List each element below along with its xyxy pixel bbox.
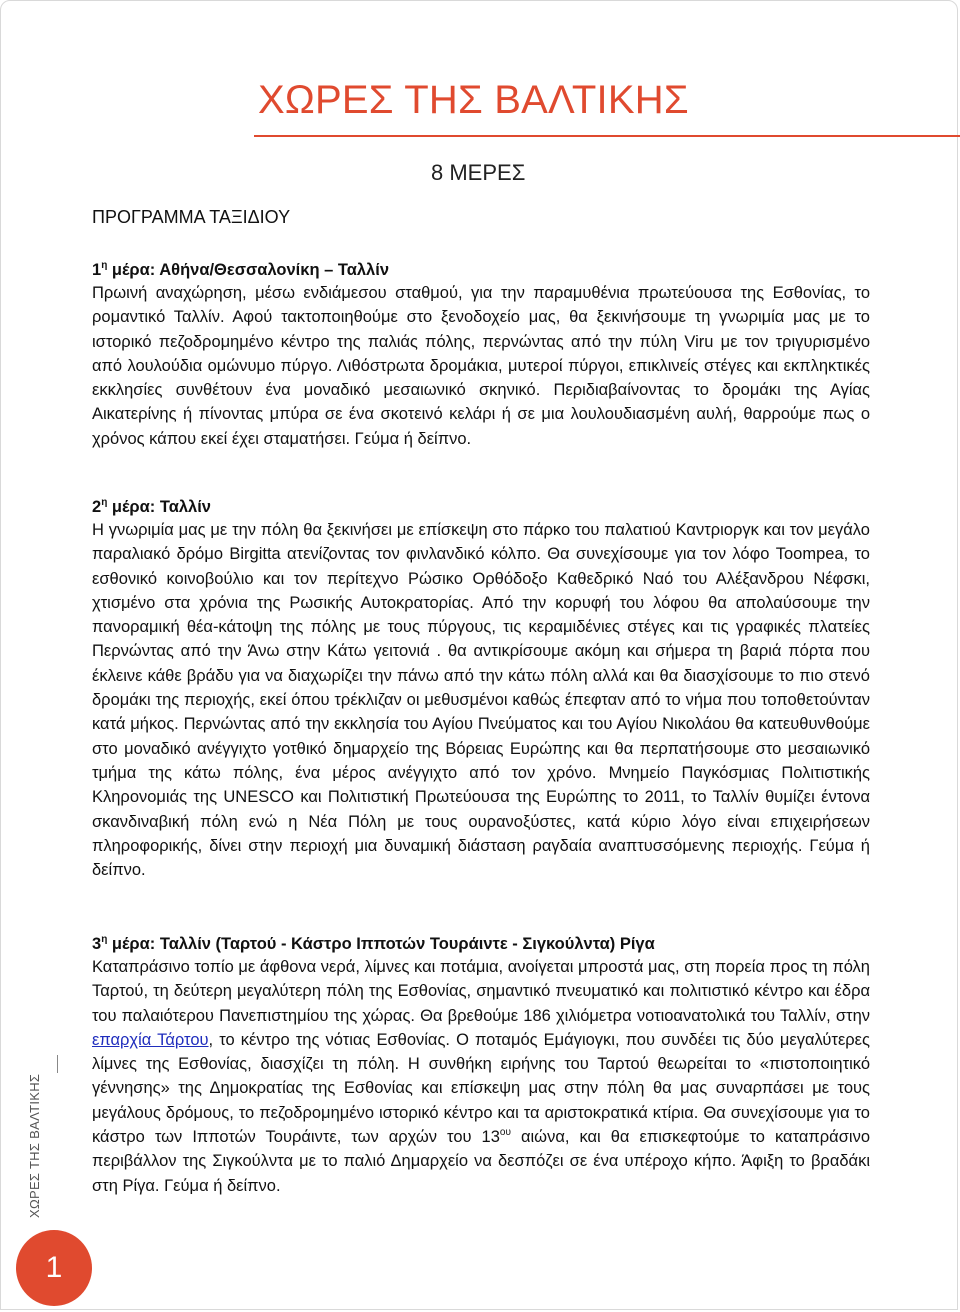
day-3-ordinal: η	[101, 934, 108, 945]
day-2-number: 2	[92, 498, 102, 516]
day-2-body: Η γνωριμία μας με την πόλη θα ξεκινήσει με επίσκεψη στο πάρκο του παλατιού Καντριοργκ και τον μεγάλο παραλιακό δρόμο Birgitta ατενίζοντας τον φινλανδικό κόλπο. Θα συνεχίσουμε για τον λόφο Toompea, το εσθονικό κοινοβούλιο και τον περίτεχνο Ρώσικο Ορθόδοξο Καθεδρικό Ναό του Αλέξανδρου Νέφσκι, χτισμένο στα χρόνια της Ρωσικής Αυτοκρατορίας. Από την κορυφή του λόφου θα απολαύσουμε την πανοραμική θέα-κάτοψη της πόλης με τους πύργους, τις κεραμιδένιες στέγες και τις γραφικές πλατείες Περνώντας από την Άνω στην Κάτω γειτονιά . θα αντικρίσουμε ακόμη και σήμερα τη βαριά πόρτα που έκλεινε κάθε βράδυ για να διαχωρίζει την πάνω από την κάτω πόλη αλλά και θα διασχίσουμε το πιο στενό δρομάκι της περιοχής, εκεί όπου τρέκλιζαν οι μεθυσμένοι καθώς έπεφταν από το νήμα που τοποθετούνταν κατά μήκος. Περνώντας από την εκκλησία του Αγίου Πνεύματος και του Αγίου Νικολάου θα κατευθυνθούμε στο μοναδικό ανέγγιχτο γοτθικό δημαρχείο της Βόρειας Ευρώπης και θα περπατήσουμε στο μεσαιωνικό τμήμα της κάτω πόλης, ένα μέρος ανέγγιχτο από τον χρόνο. Μνημείο Παγκόσμιας Πολιτιστικής Κληρονομιάς της UNESCO και Πολιτιστική Πρωτεύουσα της Ευρώπης το 2011, το Ταλλίν θυμίζει έντονα σκανδιναβική πόλη ενώ η Νέα Πόλη με τους ουρανοξύστες, κατά κύριο λόγο είναι επιχειρήσεων πληροφορικής, δίνει στην περιοχή μια δυναμική διάσταση ραγδαία αναπτυσσόμενης περιοχής. Γεύμα ή δείπνο.	[92, 521, 870, 880]
day-3-body-part-3: αιώνα, και θα επισκεφτούμε το καταπράσινο περιβάλλον της Σιγκούλντα με το παλιό Δημαρχείο να δεσπόζει σε ένα υπέροχο κήπο. Άφιξη το βραδάκι στη Ρίγα. Γεύμα ή δείπνο.	[92, 1128, 870, 1195]
day-2-heading	[92, 496, 870, 518]
page-number: 1	[45, 1251, 63, 1284]
day-1-ordinal: η	[101, 260, 108, 271]
day-2-title: μέρα: Ταλλίν	[107, 498, 211, 516]
sidebar-running-title: ΧΩΡΕΣ ΤΗΣ ΒΑΛΤΙΚΗΣ	[27, 1073, 42, 1218]
day-3-body-part-2: , το κέντρο της νότιας Εσθονίας. Ο ποταμός Εμάγιογκι, που συνδέει τις δύο μεγαλύτερες λίμνες της Εσθονίας, διασχίζει τη πόλη. Η συνθήκη ειρήνης του Ταρτού θεωρείται το «πιστοποιητικό γέννησης» της Δημοκρατίας της Εσθονίας και επίσκεψη μας στην πόλη θα μας συναρπάσει με τους μεγάλους δρόμους, το πεζοδρομημένο ιστορικό κέντρο και τα αριστοκρατικά κτίρια. Θα συνεχίσουμε για το κάστρο των Ιπποτών Τουράιντε, των αρχών του 13	[92, 1030, 870, 1147]
day-1-number: 1	[92, 261, 102, 279]
day-2-section	[92, 496, 870, 882]
program-label: ΠΡΟΓΡΑΜΜΑ ΤΑΞΙΔΙΟΥ	[92, 207, 291, 227]
day-1-body: Πρωινή αναχώρηση, μέσω ενδιάμεσου σταθμού, για την παραμυθένια πρωτεύουσα της Εσθονίας, το ρομαντικό Ταλλίν. Αφού τακτοποιηθούμε στο ξενοδοχείο μας, θα ξεκινήσουμε τη γνωριμία μας με το ιστορικό πεζοδρομημένο κέντρο της παλιάς πόλης, περνώντας από την πύλη Viru με τον τριγυρισμένο από λουλούδια ομώνυμο πύργο. Λιθόστρωτα δρομάκια, μυτεροί πύργοι, επικλινείς στέγες και εκπληκτικές εκκλησίες συνθέτουν ένα μοναδικό μεσαιωνικό σκηνικό. Περιδιαβαίνοντας το δρομάκι της Αγίας Αικατερίνης ή πίνοντας μπύρα σε ένα σκοτεινό κελάρι ή σε μια λουλουδιασμένη αυλή, θαρρούμε πως ο χρόνος κάπου εκεί έχει σταματήσει. Γεύμα ή δείπνο.	[92, 284, 870, 448]
page-number-badge	[16, 1230, 92, 1306]
century-ordinal: ου	[499, 1127, 511, 1139]
day-1-heading	[92, 259, 870, 281]
day-1-title: μέρα: Αθήνα/Θεσσαλονίκη – Ταλλίν	[107, 261, 389, 279]
day-2-ordinal: η	[101, 497, 108, 508]
sidebar-divider	[57, 1055, 58, 1073]
tartu-province-link[interactable]: επαρχία Τάρτου	[92, 1030, 209, 1049]
day-3-number: 3	[92, 935, 102, 953]
day-3-heading	[92, 933, 870, 955]
day-3-title: μέρα: Ταλλίν (Ταρτού - Κάστρο Ιπποτών Τουράιντε - Σιγκούλντα) Ρίγα	[107, 935, 655, 953]
document-title: ΧΩΡΕΣ ΤΗΣ ΒΑΛΤΙΚΗΣ	[258, 78, 689, 122]
day-1-section	[92, 259, 870, 451]
day-3-body	[92, 955, 870, 1198]
day-3-section	[92, 933, 870, 1198]
trip-duration: 8 ΜΕΡΕΣ	[431, 160, 526, 185]
title-underline	[254, 135, 960, 137]
day-3-body-part-1: Καταπράσινο τοπίο με άφθονα νερά, λίμνες και ποτάμια, ανοίγεται μπροστά μας, στη πορεία προς τη πόλη Ταρτού, τη δεύτερη μεγαλύτερη πόλη της Εσθονίας, σημαντικό πνευματικό και πολιτιστικό κέντρο και έδρα του παλαιότερου Πανεπιστημίου της χώρας. Θα βρεθούμε 186 χιλιόμετρα νοτιοανατολικά του Ταλλίν, στην	[92, 958, 870, 1025]
